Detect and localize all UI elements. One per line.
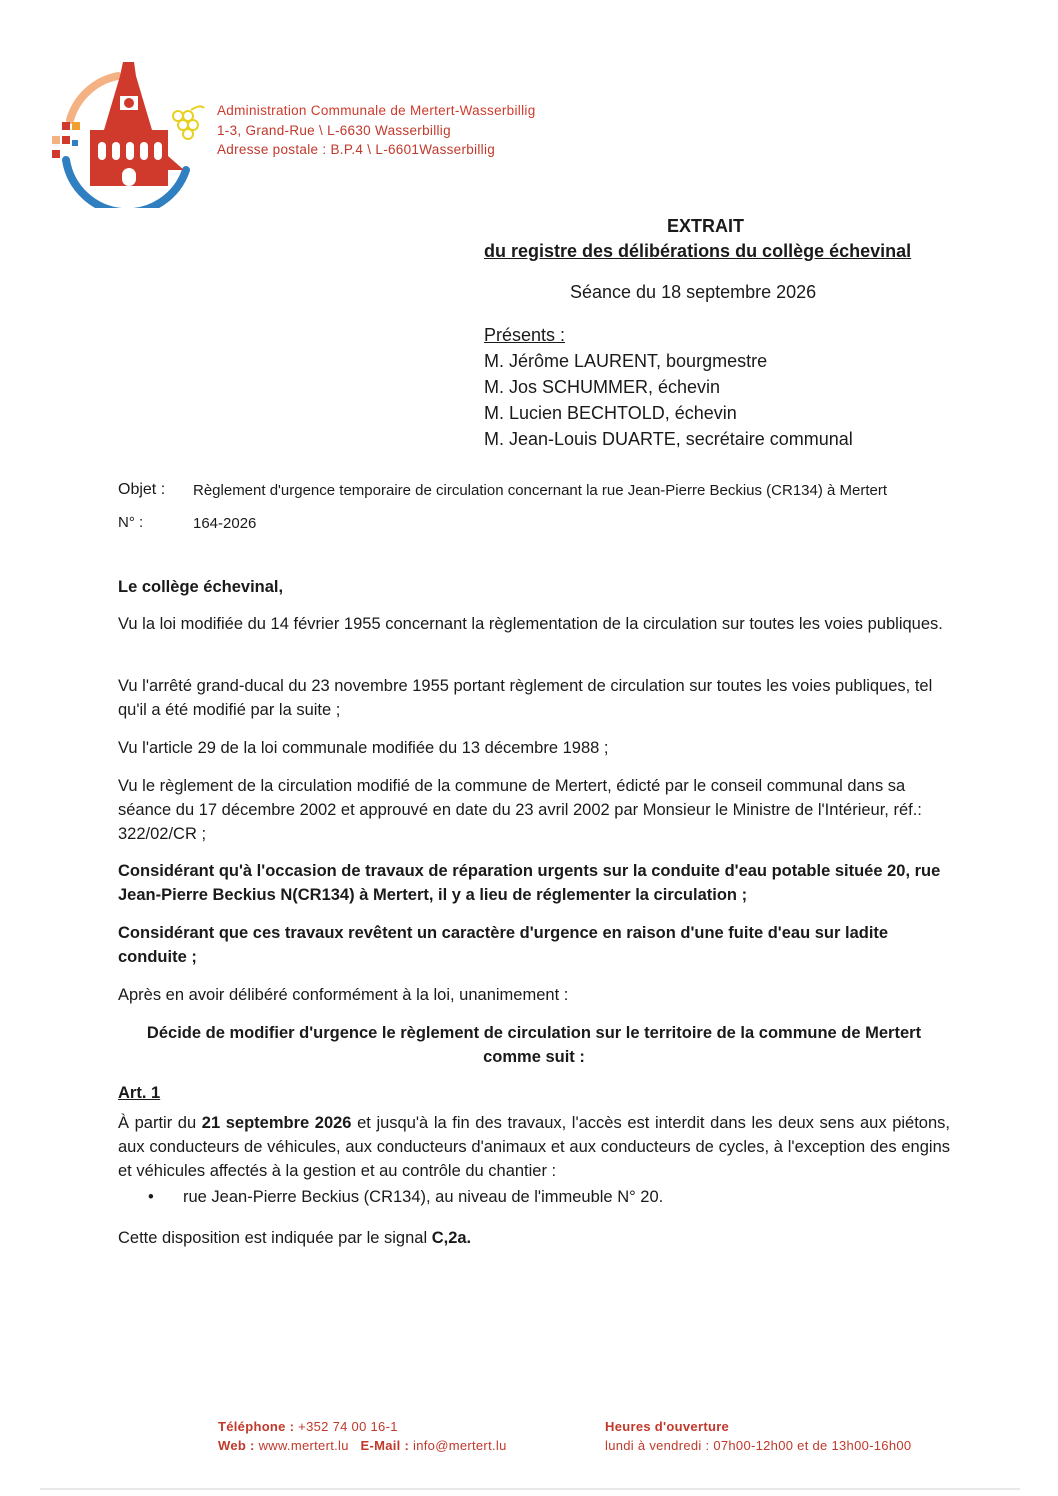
signal-code: C,2a. bbox=[431, 1229, 472, 1247]
paragraph-considerant-2: Considérant que ces travaux revêtent un caractère d'urgence en raison d'une fuite d'eau sur ladite conduite ; bbox=[118, 924, 889, 966]
footer-contact bbox=[218, 1417, 507, 1455]
paragraph-vu-4: Vu le règlement de la circulation modifié de la commune de Mertert, édicté par le conseil communal dans sa séance du 17 décembre 2002 et approuvé en date du 23 avril 2002 par Monsieur le Ministre de l'Intérieur, réf.: 322/02/CR ; bbox=[118, 777, 922, 843]
web-label: Web : bbox=[218, 1438, 255, 1453]
objet-label: Objet : bbox=[118, 481, 166, 498]
bullet-icon: • bbox=[148, 1188, 154, 1206]
footer-hours bbox=[605, 1417, 911, 1455]
article-text-rest: et jusqu'à la fin des travaux, l'accès est interdit dans les deux sens aux piétons, aux conducteurs de véhicules, aux conducteurs d'animaux et aux conducteurs de cycles, à l'exception des engins et véhicules affectés à la gestion et au contrôle du chantier : bbox=[118, 1114, 950, 1180]
org-address-block bbox=[217, 101, 536, 160]
email-link[interactable]: info@mertert.lu bbox=[413, 1438, 507, 1453]
article-text-start: À partir du bbox=[118, 1114, 202, 1132]
doc-subtitle: du registre des délibérations du collège échevinal bbox=[484, 241, 912, 261]
org-name: Administration Communale de Mertert-Wasserbillig bbox=[217, 103, 536, 118]
present-member: M. Jos SCHUMMER, échevin bbox=[484, 377, 721, 397]
paragraph-apres: Après en avoir délibéré conformément à la loi, unanimement : bbox=[118, 986, 569, 1004]
page-bottom-divider bbox=[40, 1488, 1020, 1490]
signal-text: Cette disposition est indiquée par le signal bbox=[118, 1229, 432, 1247]
commune-logo bbox=[48, 60, 208, 208]
decision-heading: Décide de modifier d'urgence le règlement de circulation sur le territoire de la commune de Mertert comme suit : bbox=[146, 1024, 922, 1066]
email-label: E-Mail : bbox=[360, 1438, 410, 1453]
hours-label: Heures d'ouverture bbox=[605, 1419, 730, 1434]
article-bullet-item: rue Jean-Pierre Beckius (CR134), au niveau de l'immeuble N° 20. bbox=[183, 1188, 664, 1206]
article-date: 21 septembre 2026 bbox=[201, 1114, 352, 1132]
doc-title: EXTRAIT bbox=[667, 216, 745, 236]
article-label: Art. 1 bbox=[118, 1084, 161, 1102]
presents-block bbox=[484, 322, 853, 452]
paragraph-vu-3: Vu l'article 29 de la loi communale modifiée du 13 décembre 1988 ; bbox=[118, 739, 609, 757]
objet-value: Règlement d'urgence temporaire de circulation concernant la rue Jean-Pierre Beckius (CR134) à Mertert bbox=[193, 482, 888, 499]
phone-value: +352 74 00 16-1 bbox=[298, 1419, 398, 1434]
presents-label: Présents : bbox=[484, 325, 566, 345]
present-member: M. Jean-Louis DUARTE, secrétaire communal bbox=[484, 429, 853, 449]
present-member: M. Lucien BECHTOLD, échevin bbox=[484, 403, 737, 423]
org-address: 1-3, Grand-Rue \ L-6630 Wasserbillig bbox=[217, 122, 451, 138]
college-heading: Le collège échevinal, bbox=[118, 578, 284, 596]
number-label: N° : bbox=[118, 514, 144, 531]
seance-date: Séance du 18 septembre 2026 bbox=[570, 282, 817, 302]
web-link[interactable]: www.mertert.lu bbox=[258, 1438, 349, 1453]
org-postal: Adresse postale : B.P.4 \ L-6601Wasserbillig bbox=[217, 142, 496, 157]
paragraph-considerant-1: Considérant qu'à l'occasion de travaux de réparation urgents sur la conduite d'eau potable située 20, rue Jean-Pierre Beckius N(CR134) à Mertert, il y a lieu de réglementer la circulation ; bbox=[118, 862, 941, 904]
paragraph-vu-1: Vu la loi modifiée du 14 février 1955 concernant la règlementation de la circulation sur toutes les voies publiques. bbox=[118, 615, 943, 633]
phone-label: Téléphone : bbox=[218, 1419, 295, 1434]
article-text bbox=[118, 1111, 950, 1183]
signal-paragraph bbox=[118, 1226, 950, 1250]
number-value: 164-2026 bbox=[193, 515, 257, 532]
hours-value: lundi à vendredi : 07h00-12h00 et de 13h00-16h00 bbox=[605, 1438, 912, 1453]
present-member: M. Jérôme LAURENT, bourgmestre bbox=[484, 351, 768, 371]
paragraph-vu-2: Vu l'arrêté grand-ducal du 23 novembre 1955 portant règlement de circulation sur toutes les voies publiques, tel qu'il a été modifié par la suite ; bbox=[118, 677, 933, 719]
